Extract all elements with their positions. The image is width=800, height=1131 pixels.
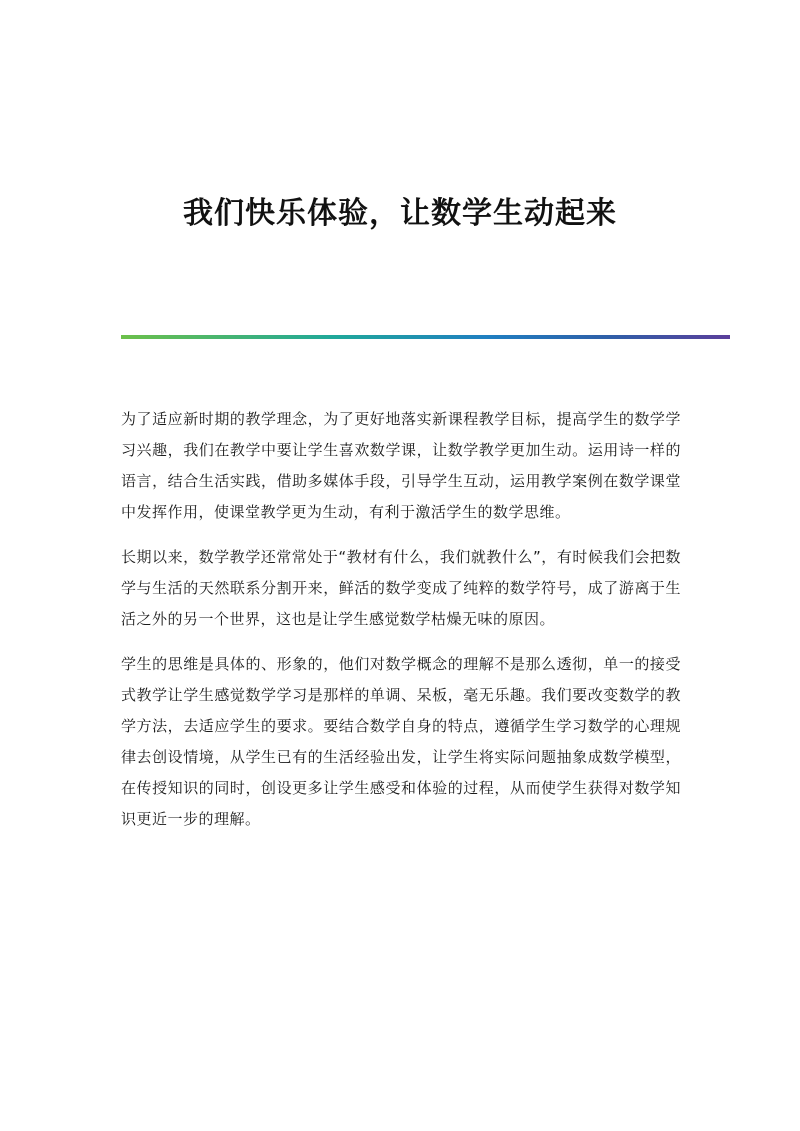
- document-body: [121, 404, 681, 849]
- paragraph-2: 长期以来，数学教学还常常处于“教材有什么，我们就教什么”，有时候我们会把数学与生活的天然联系分割开来，鲜活的数学变成了纯粹的数学符号，成了游离于生活之外的另一个世界，这也是让学生感觉数学枯燥无味的原因。: [121, 548, 681, 628]
- paragraph-1: 为了适应新时期的教学理念，为了更好地落实新课程教学目标，提高学生的数学学习兴趣，我们在教学中要让学生喜欢数学课，让数学教学更加生动。运用诗一样的语言，结合生活实践，借助多媒体手段，引导学生互动，运用教学案例在数学课堂中发挥作用，使课堂教学更为生动，有利于激活学生的数学思维。: [121, 410, 681, 521]
- title-divider: [121, 335, 730, 339]
- page-title: 我们快乐体验，让数学生动起来: [183, 196, 617, 231]
- paragraph-3: 学生的思维是具体的、形象的，他们对数学概念的理解不是那么透彻，单一的接受式教学让学生感觉数学学习是那样的单调、呆板，毫无乐趣。我们要改变数学的教学方法，去适应学生的要求。要结合数学自身的特点，遵循学生学习数学的心理规律去创设情境，从学生已有的生活经验出发，让学生将实际问题抽象成数学模型，在传授知识的同时，创设更多让学生感受和体验的过程，从而使学生获得对数学知识更近一步的理解。: [121, 655, 681, 828]
